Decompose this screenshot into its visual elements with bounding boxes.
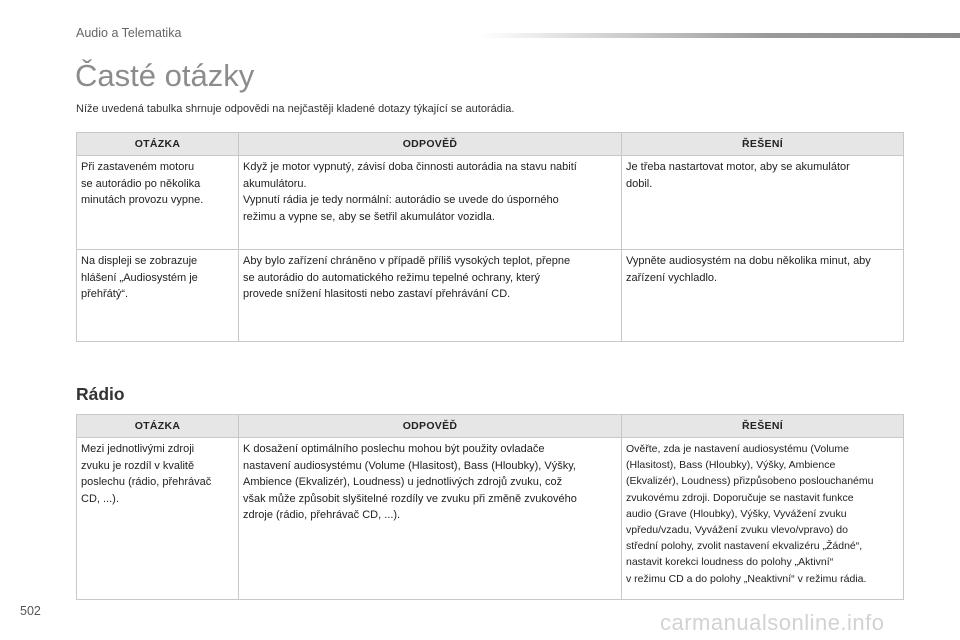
solution-cell [622, 156, 904, 250]
page-number: 502 [20, 604, 41, 618]
column-header-question: OTÁZKA [77, 133, 239, 156]
table-row [77, 250, 904, 342]
answer-text: K dosažení optimálního poslechu mohou být použity ovladače nastavení audiosystému (Volume (Hlasitost), Bass (Hloubky), Výšky, Ambience (Ekvalizér), Loudness) u jednotlivých zdrojů zvuku, což však může způsobit slyšitelné rozdíly ve zvuku při změně zvukového zdroje (rádio, přehrávač CD, ...). [243, 443, 577, 521]
solution-cell [622, 438, 904, 600]
answer-cell [239, 156, 622, 250]
column-header-solution: ŘEŠENÍ [622, 415, 904, 438]
watermark-text: carmanualsonline.info [660, 610, 885, 635]
question-text: Na displeji se zobrazuje hlášení „Audiosystém je přehřátý“. [81, 255, 198, 300]
question-cell [77, 156, 239, 250]
table-row [77, 156, 904, 250]
intro-text: Níže uvedená tabulka shrnuje odpovědi na nejčastěji kladené dotazy týkající se autorádia. [76, 103, 515, 115]
question-text: Mezi jednotlivými zdroji zvuku je rozdíl v kvalitě poslechu (rádio, přehrávač CD, ...). [81, 443, 212, 505]
faq-table-radio [76, 414, 904, 600]
table-row [77, 438, 904, 600]
solution-text: Vypněte audiosystém na dobu několika minut, aby zařízení vychladlo. [626, 255, 871, 284]
column-header-question: OTÁZKA [77, 415, 239, 438]
solution-text: Ověřte, zda je nastavení audiosystému (Volume (Hlasitost), Bass (Hloubky), Výšky, Ambience (Ekvalizér), Loudness) přizpůsobeno poslouchanému zvukovému zdroji. Doporučuje se nastavit funkce audio (Grave (Hloubky), Výšky, Vyvážení zvuku vpředu/vzadu, Vyvážení zvuku vlevo/vpravo) do střední polohy, zvolit nastavení ekvalizéru „Žádné“, nastavit korekci loudness do polohy „Aktivní“ v režimu CD a do polohy „Neaktivní“ v režimu rádia. [626, 443, 874, 585]
solution-text: Je třeba nastartovat motor, aby se akumulátor dobil. [626, 161, 850, 190]
header-decorative-bar [480, 33, 960, 38]
column-header-solution: ŘEŠENÍ [622, 133, 904, 156]
question-cell [77, 438, 239, 600]
answer-text: Aby bylo zařízení chráněno v případě příliš vysokých teplot, přepne se autorádio do automatického režimu tepelné ochrany, který provede snížení hlasitosti nebo zastaví přehrávání CD. [243, 255, 571, 300]
header-section-label: Audio a Telematika [76, 26, 182, 40]
solution-cell [622, 250, 904, 342]
table-header-row [77, 133, 904, 156]
column-header-answer: ODPOVĚĎ [239, 415, 622, 438]
question-text: Při zastaveném motoru se autorádio po několika minutách provozu vypne. [81, 161, 204, 206]
answer-cell [239, 250, 622, 342]
faq-table-general [76, 132, 904, 342]
answer-text: Když je motor vypnutý, závisí doba činnosti autorádia na stavu nabití akumulátoru. Vypnutí rádia je tedy normální: autorádio se uvede do úsporného režimu a vypne se, aby se šetřil akumulátor vozidla. [243, 161, 577, 223]
answer-cell [239, 438, 622, 600]
section-title-radio: Rádio [76, 384, 125, 404]
page-title: Časté otázky [75, 58, 255, 93]
table-header-row [77, 415, 904, 438]
question-cell [77, 250, 239, 342]
column-header-answer: ODPOVĚĎ [239, 133, 622, 156]
